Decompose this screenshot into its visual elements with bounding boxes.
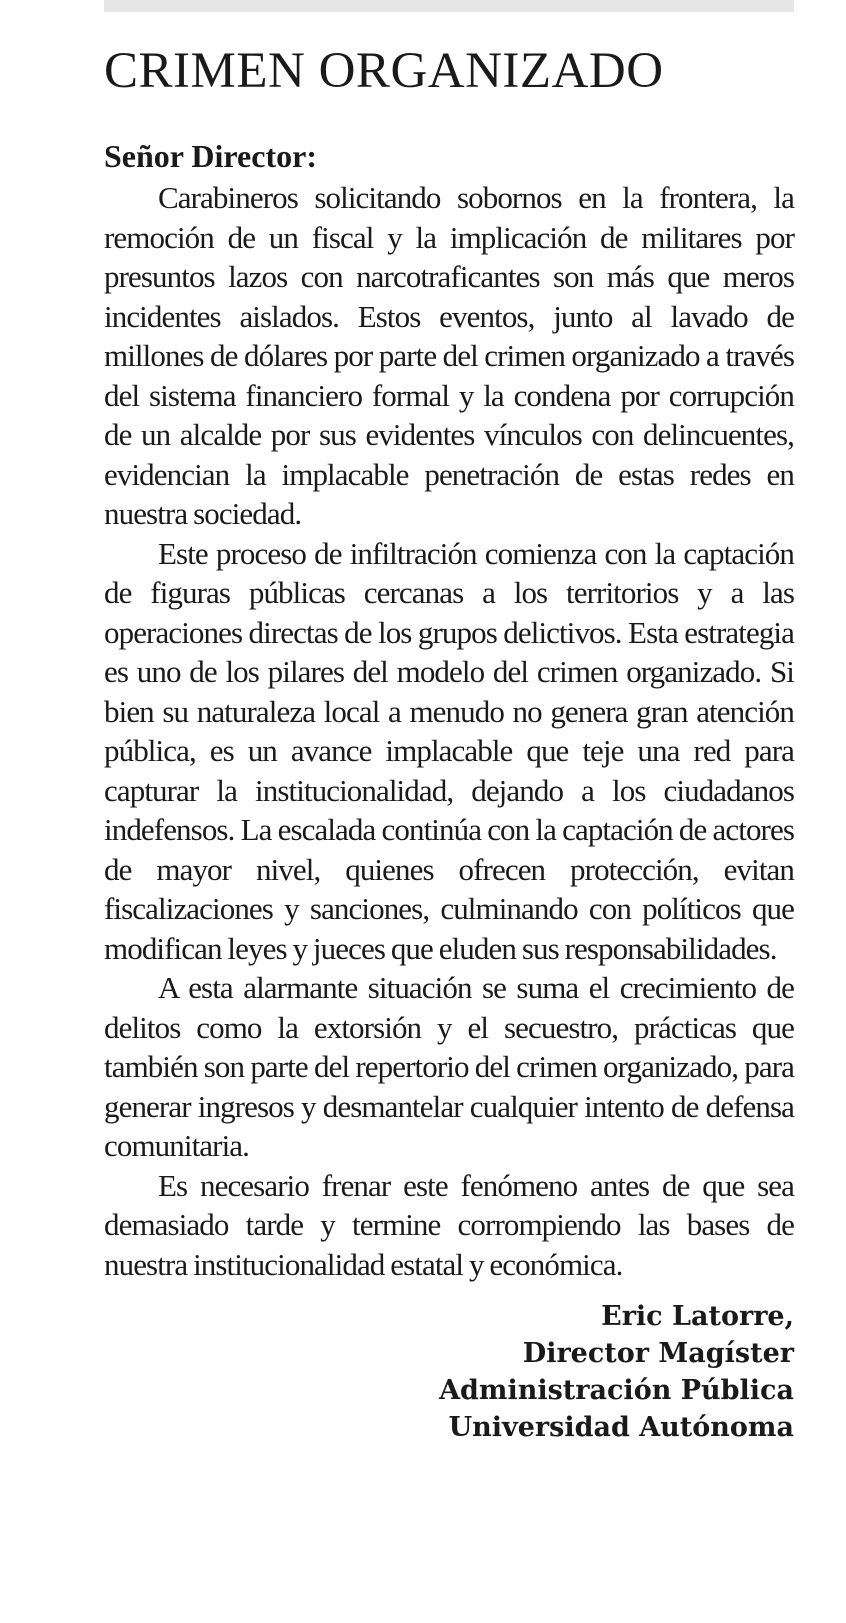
article-headline: CRIMEN ORGANIZADO <box>104 43 664 99</box>
letter-signature <box>104 1298 794 1446</box>
letter-paragraph-2: Este proceso de infiltración comienza con la captación de figuras públicas cercanas a los territorios y a las operaciones directas de los grupos delictivos. Esta estrategia es uno de los pilares del modelo del crimen organizado. Si bien su naturaleza local a menudo no genera gran atención pública, es un avance implacable que teje una red para capturar la institucionalidad, dejando a los ciudadanos indefensos. La escalada continúa con la captación de actores de mayor nivel, quienes ofrecen protección, evitan fiscalizaciones y sanciones, culminando con políticos que modifican leyes y jueces que eluden sus responsabilidades. <box>104 535 794 966</box>
letter-paragraph-4: Es necesario frenar este fenómeno antes de que sea demasiado tarde y termine corrompiendo las bases de nuestra institucionalidad estatal y económica. <box>104 1167 794 1282</box>
letter-article <box>104 36 794 1446</box>
letter-salutation: Señor Director: <box>104 138 317 174</box>
letter-paragraph-1: Carabineros solicitando sobornos en la frontera, la remoción de un fiscal y la implicación de militares por presuntos lazos con narcotraficantes son más que meros incidentes aislados. Estos eventos, junto al lavado de millones de dólares por parte del crimen organizado a través del sistema financiero formal y la condena por corrupción de un alcalde por sus evidentes vínculos con delincuentes, evidencian la implacable penetración de estas redes en nuestra sociedad. <box>104 180 794 531</box>
letter-body <box>104 178 794 1284</box>
signature-name: Eric Latorre, <box>601 1301 794 1332</box>
signature-program: Administración Pública <box>439 1375 794 1406</box>
signature-title: Director Magíster <box>522 1338 794 1369</box>
letter-paragraph-3: A esta alarmante situación se suma el crecimiento de delitos como la extorsión y el secuestro, prácticas que también son parte del repertorio del crimen organizado, para generar ingresos y desmantelar cualquier intento de defensa comunitaria. <box>104 970 794 1163</box>
signature-institution: Universidad Autónoma <box>448 1412 794 1443</box>
top-divider-bar <box>104 0 794 12</box>
